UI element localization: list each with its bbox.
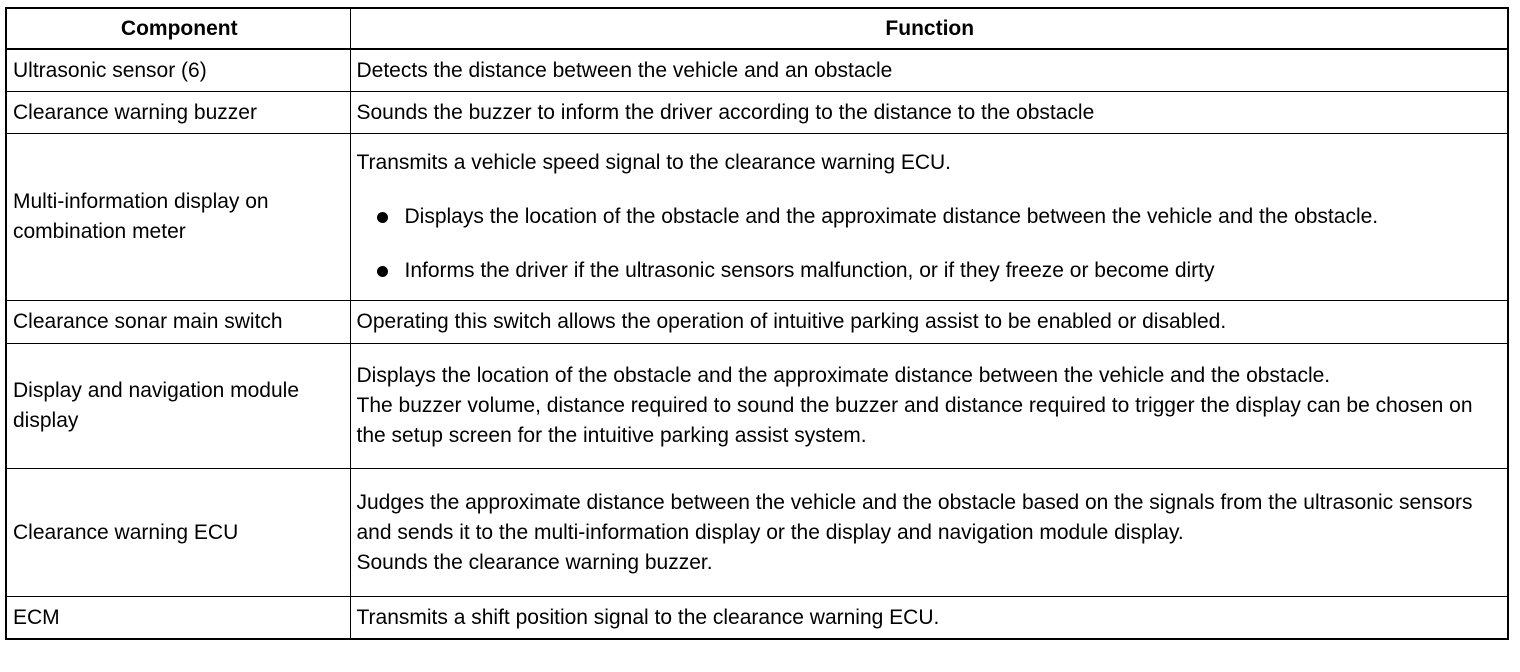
component-cell: Display and navigation module display (6, 344, 350, 469)
spacer (357, 232, 1504, 256)
bullet-item (357, 256, 1504, 286)
component-cell: Multi-information display on combination meter (6, 134, 350, 301)
component-cell: Clearance warning buzzer (6, 92, 350, 134)
bullet-icon (377, 266, 388, 277)
function-cell (350, 344, 1508, 469)
function-line: Judges the approximate distance between the vehicle and the obstacle based on the signals from the ultrasonic sensors and sends it to the multi-information display or the display and navigation module display. (356, 490, 1473, 544)
function-cell (350, 134, 1508, 301)
column-header-function: Function (350, 8, 1508, 49)
component-function-sheet (5, 7, 1507, 640)
table-row (6, 469, 1508, 597)
column-header-component: Component (6, 8, 350, 49)
table-row (6, 49, 1508, 92)
function-cell: Transmits a shift position signal to the clearance warning ECU. (350, 597, 1508, 640)
function-line: Sounds the clearance warning buzzer. (356, 550, 713, 574)
function-cell (350, 469, 1508, 597)
bullet-text: Displays the location of the obstacle and the approximate distance between the vehicle and the obstacle. (404, 205, 1379, 228)
component-cell: Clearance warning ECU (6, 469, 350, 597)
bullet-item (357, 202, 1504, 232)
table-row (6, 597, 1508, 640)
function-cell: Detects the distance between the vehicle and an obstacle (350, 49, 1508, 92)
spacer (357, 178, 1504, 202)
component-cell: Ultrasonic sensor (6) (6, 49, 350, 92)
bullet-text: Informs the driver if the ultrasonic sensors malfunction, or if they freeze or become dirty (404, 259, 1215, 282)
function-cell: Sounds the buzzer to inform the driver according to the distance to the obstacle (350, 92, 1508, 134)
component-cell: Clearance sonar main switch (6, 301, 350, 344)
table-row (6, 92, 1508, 134)
function-intro: Transmits a vehicle speed signal to the clearance warning ECU. (356, 151, 952, 174)
function-cell: Operating this switch allows the operation of intuitive parking assist to be enabled or disabled. (350, 301, 1508, 344)
bullet-icon (377, 212, 388, 223)
table-row (6, 134, 1508, 301)
function-line: Displays the location of the obstacle and the approximate distance between the vehicle and the obstacle. (356, 364, 1331, 387)
component-cell: ECM (6, 597, 350, 640)
table-header-row (6, 8, 1508, 49)
function-line: The buzzer volume, distance required to sound the buzzer and distance required to trigger the display can be chosen on the setup screen for the intuitive parking assist system. (356, 394, 1473, 447)
component-function-table (5, 7, 1509, 640)
table-row (6, 301, 1508, 344)
table-row (6, 344, 1508, 469)
